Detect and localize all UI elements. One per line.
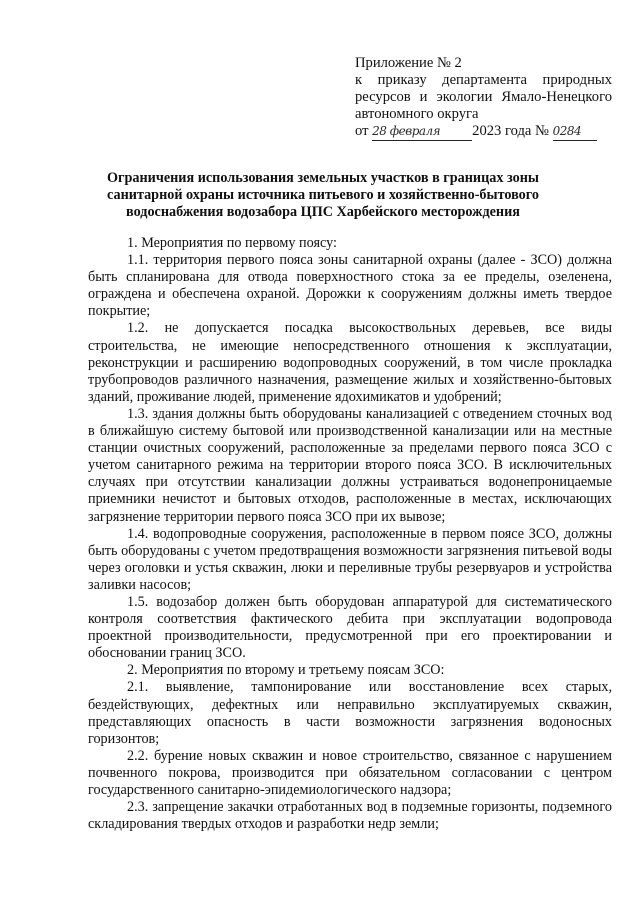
date-underline (372, 123, 472, 141)
paragraph: 1.3. здания должны быть оборудованы канализацией с отведением сточных вод в ближайшую систему бытовой или производственной канализации или на местные станции очистных сооружений, расположенные за пределами первого пояса ЗСО с учетом санитарного режима на территории второго пояса ЗСО. В исключительных случаях при отсутствии канализации должны устраиваться водонепроницаемые приемники нечистот и бытовых отходов, расположенные в местах, исключающих загрязнение территории первого пояса ЗСО при их вывозе; (88, 405, 612, 525)
annex-line: ресурсов и экологии Ямало-Ненецкого (355, 89, 612, 105)
paragraph: 1.2. не допускается посадка высокоствольных деревьев, все виды строительства, не имеющие непосредственного отношения к эксплуатации, реконструкции и расширению водопроводных сооружений, в том числе прокладка трубопроводов различного назначения, размещение жилых и хозяйственно-бытовых зданий, проживание людей, применение ядохимикатов и удобрений; (88, 320, 612, 405)
document-body (88, 235, 612, 833)
paragraph: 2.3. запрещение закачки отработанных вод в подземные горизонты, подземного складирования твердых отходов и разработки недр земли; (88, 799, 612, 833)
section-heading: 2. Мероприятия по второму и третьему поясам ЗСО: (127, 662, 445, 679)
paragraph: 1.5. водозабор должен быть оборудован аппаратурой для систематического контроля соответствия фактического дебита при эксплуатации водопровода проектной производительности, предусмотренной при его проектировании и обосновании границ ЗСО. (88, 593, 612, 662)
annex-block (355, 55, 612, 141)
annex-title: Приложение № 2 (355, 55, 462, 71)
document-title: Ограничения использования земельных участков в границах зоны санитарной охраны источника питьевого и хозяйственно-бытового водоснабжения водозабора ЦПС Харбейского месторождения (107, 170, 539, 221)
handwritten-number: 0284 (552, 124, 582, 138)
annex-line: к приказу департамента природных (355, 72, 612, 88)
number-underline (553, 123, 597, 141)
section-heading: 1. Мероприятия по первому поясу: (127, 235, 337, 251)
paragraph: 1.4. водопроводные сооружения, расположенные в первом поясе ЗСО, должны быть оборудованы с учетом предотвращения возможности загрязнения питьевой воды через оголовки и устья скважин, люки и переливные трубы резервуаров и устройства заливки насосов; (88, 525, 612, 593)
paragraph: 2.2. бурение новых скважин и новое строительство, связанное с нарушением почвенного покрова, производится при обязательном согласовании с центром государственного санитарно-эпидемиологического надзора; (88, 747, 612, 798)
paragraph: 2.1. выявление, тампонирование или восстановление всех старых, бездействующих, дефектных или неправильно эксплуатируемых скважин, представляющих опасность в части возможности загрязнения водоносных горизонтов; (88, 679, 612, 747)
handwritten-date: 28 февраля (372, 124, 441, 138)
annex-date-line (355, 123, 612, 141)
paragraph: 1.1. территория первого пояса зоны санитарной охраны (далее - ЗСО) должна быть спланирована для отвода поверхностного стока за ее пределы, озеленена, ограждена и обеспечена охраной. Дорожки к сооружениям должны иметь твердое покрытие; (88, 252, 612, 320)
annex-line: автономного округа (355, 106, 479, 122)
date-year: 2023 года № (472, 123, 549, 139)
date-prefix: от (355, 123, 369, 139)
